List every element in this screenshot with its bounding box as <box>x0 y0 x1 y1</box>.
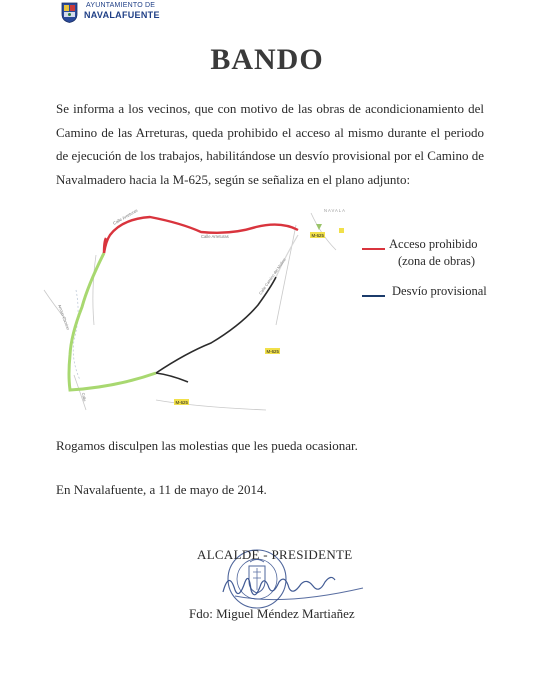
road-shield-mid <box>265 348 280 354</box>
coat-of-arms-logo <box>61 2 78 23</box>
road-shield-mid-label: M-625 <box>266 348 279 354</box>
road-shield-top-label: M-625 <box>311 232 324 238</box>
signer-name: Fdo: Miguel Méndez Martiañez <box>189 606 355 621</box>
legend-closed-sublabel: (zona de obras) <box>398 254 476 268</box>
intro-paragraph: Se informa a los vecinos, que con motivo de las obras de acondicionamiento del Camino de las Arreturas, queda prohibido el acceso al mismo durante el periodo de ejecución de los trabajos, habilitándose un desvío provisional por el Camino de Navalmadero hacia la M-625, según se señaliza en el plano adjunto: <box>56 101 484 187</box>
map-label-left: Arroyo Camino <box>57 303 71 331</box>
handwritten-signature <box>215 560 365 610</box>
map-marker-small <box>339 228 344 233</box>
detour-map <box>36 195 362 417</box>
legend-closed-label: Acceso prohibido <box>389 237 478 251</box>
map-label-arreturas-2: Calle Arreturas <box>201 234 229 239</box>
legend-closed-swatch <box>362 248 385 250</box>
org-name-line1: AYUNTAMIENTO DE <box>86 2 156 9</box>
map-label-small: Calle <box>81 392 87 402</box>
org-name-line2: NAVALAFUENTE <box>84 10 160 20</box>
road-shield-top <box>310 232 325 238</box>
map-label-town: NAVALA <box>324 208 346 213</box>
road-shield-bottom-label: M-625 <box>175 399 188 405</box>
legend-detour-swatch <box>362 295 385 297</box>
map-label-navalmadero: Calle Camino del Molino <box>257 257 287 296</box>
page-title: BANDO <box>210 43 324 76</box>
map-label-arreturas-1: Calle Arreturas <box>112 207 139 226</box>
date-line: En Navalafuente, a 11 de mayo de 2014. <box>56 482 267 497</box>
road-shield-bottom <box>174 399 189 405</box>
signer-title: ALCALDE - PRESIDENTE <box>197 547 353 562</box>
legend-detour-label: Desvío provisional <box>392 284 487 298</box>
apology-text: Rogamos disculpen las molestias que les pueda ocasionar. <box>56 438 358 453</box>
